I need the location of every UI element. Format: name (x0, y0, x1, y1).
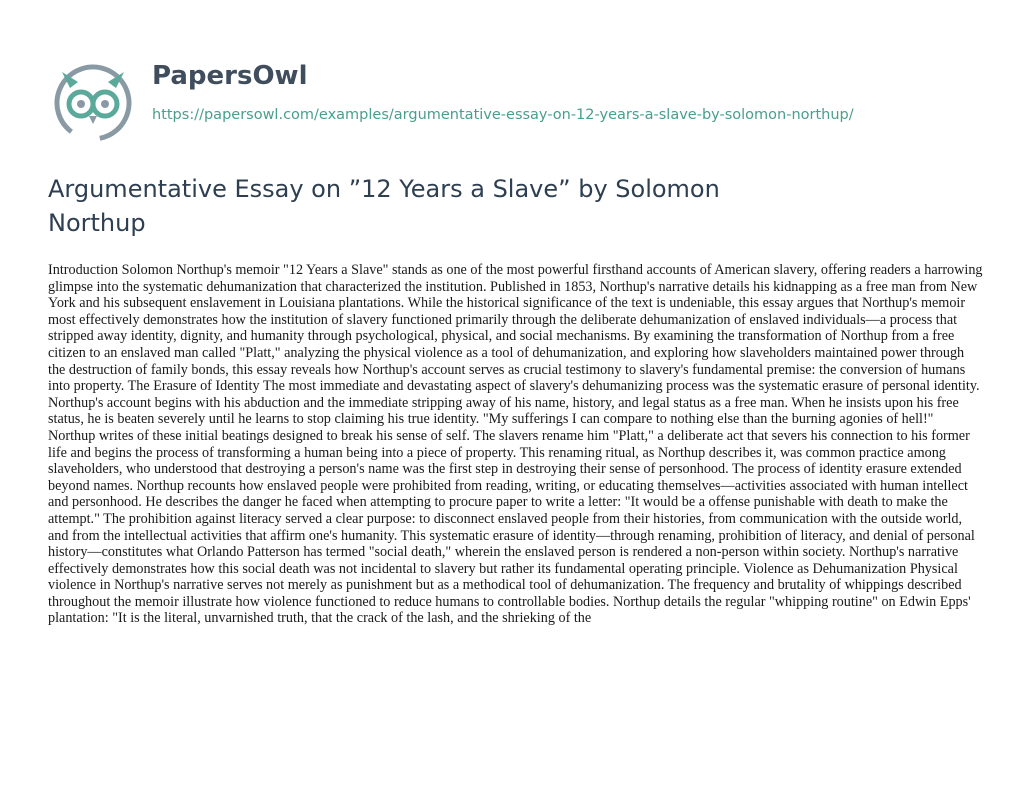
brand-name: PapersOwl (152, 61, 308, 91)
source-url-link[interactable]: https://papersowl.com/examples/argumentative-essay-on-12-years-a-slave-by-solomon-northup/ (152, 107, 854, 123)
essay-body: Introduction Solomon Northup's memoir "12 Years a Slave" stands as one of the most powerful firsthand accounts of American slavery, offering readers a harrowing glimpse into the systematic dehumanization that characterized the institution. Published in 1853, Northup's narrative details his kidnapping as a free man from New York and his subsequent enslavement in Louisiana plantations. While the historical significance of the text is undeniable, this essay argues that Northup's memoir most effectively demonstrates how the institution of slavery functioned primarily through the deliberate dehumanization of enslaved individuals—a process that stripped away identity, dignity, and humanity through psychological, physical, and social mechanisms. By examining the transformation of Northup from a free citizen to an enslaved man called "Platt," analyzing the physical violence as a tool of dehumanization, and exploring how slaveholders maintained power through the destruction of family bonds, this essay reveals how Northup's account serves as crucial testimony to slavery's fundamental premise: the conversion of humans into property. The Erasure of Identity The most immediate and devastating aspect of slavery's dehumanizing process was the systematic erasure of personal identity. Northup's account begins with his abduction and the immediate stripping away of his name, history, and legal status as a free man. When he insists upon his free status, he is beaten severely until he learns to stop claiming his true identity. "My sufferings I can compare to nothing else than the burning agonies of hell!" Northup writes of these initial beatings designed to break his sense of self. The slavers rename him "Platt," a deliberate act that severs his connection to his former life and begins the process of transforming a human being into a piece of property. This renaming ritual, as Northup describes it, was common practice among slaveholders, who understood that destroying a person's name was the first step in destroying their sense of personhood. The process of identity erasure extended beyond names. Northup recounts how enslaved people were prohibited from reading, writing, or educating themselves—activities associated with human intellect and personhood. He describes the danger he faced when attempting to procure paper to write a letter: "It would be a offense punishable with death to make the attempt." The prohibition against literacy served a clear purpose: to disconnect enslaved people from their histories, from communication with the outside world, and from the intellectual activities that affirm one's humanity. This systematic erasure of identity—through renaming, prohibition of literacy, and denial of personal history—constitutes what Orlando Patterson has termed "social death," wherein the enslaved person is rendered a non-person within society. Northup's narrative effectively demonstrates how this social death was not incidental to slavery but rather its fundamental operating principle. Violence as Dehumanization Physical violence in Northup's narrative serves not merely as punishment but as a methodical tool of dehumanization. The frequency and brutality of whippings described throughout the memoir illustrate how violence functioned to reduce humans to controllable bodies. Northup details the regular "whipping routine" on Edwin Epps' plantation: "It is the literal, unvarnished truth, that the crack of the lash, and the shrieking of the (48, 262, 983, 627)
essay-title: Argumentative Essay on ”12 Years a Slave” by Solomon Northup (48, 175, 720, 237)
owl-logo-icon[interactable] (48, 58, 138, 148)
site-header (48, 56, 948, 156)
